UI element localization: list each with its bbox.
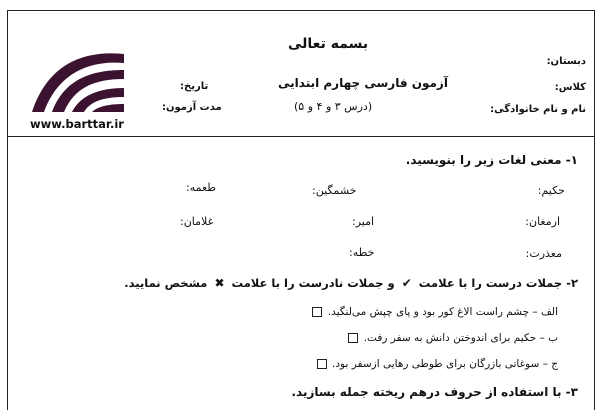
q1-word: حکیم: [537, 184, 565, 197]
q1-word: امیر: [352, 215, 375, 228]
class-label: کلاس: [554, 82, 586, 93]
q2-statement [346, 332, 558, 344]
q2-title-mid: و جملات نادرست را با علامت [231, 276, 395, 290]
q2-title-start: ۲- جملات درست را با علامت [418, 276, 578, 290]
q3-title: ۳- با استفاده از حروف درهم ریخته جمله بسازید. [291, 385, 578, 399]
duration-label: مدت آزمون: [162, 102, 222, 113]
header-divider [7, 136, 595, 137]
answer-checkbox[interactable] [317, 359, 327, 369]
q1-word: ارمغان: [525, 215, 560, 228]
answer-checkbox[interactable] [348, 333, 358, 343]
lessons-subtitle: (درس ۳ و ۴ و ۵) [294, 100, 373, 113]
school-label: دبستان: [546, 56, 586, 67]
q2-statement-text: ب – حکیم برای اندوختن دانش به سفر رفت. [363, 332, 558, 344]
barttar-logo-icon [28, 46, 128, 116]
q1-word: طعمه: [186, 181, 217, 194]
q1-word: غلامان: [180, 215, 214, 228]
q1-word: خشمگین: [312, 184, 357, 197]
cross-mark-icon: ✖ [214, 276, 225, 290]
q1-title: ۱- معنی لغات زیر را بنویسید. [405, 153, 578, 167]
answer-checkbox[interactable] [312, 307, 322, 317]
exam-title: آزمون فارسی چهارم ابتدایی [278, 76, 448, 90]
basmala-title: بسمه تعالی [288, 36, 369, 52]
q2-statement [310, 306, 558, 318]
name-label: نام و نام خانوادگی: [490, 104, 586, 115]
q2-statement-text: الف – چشم راست الاغ کور بود و پای چپش می‌لنگید. [327, 306, 558, 318]
check-mark-icon: ✔ [401, 276, 412, 290]
q2-title [124, 276, 578, 290]
q2-statement-text: ج – سوغاتی بازرگان برای طوطی رهایی ازسفر بود. [332, 358, 558, 370]
q2-title-end: مشخص نمایید. [124, 276, 208, 290]
date-label: تاریخ: [180, 81, 209, 92]
q1-word: خطه: [349, 246, 375, 259]
q1-word: معذرت: [525, 247, 562, 260]
website-url: www.barttar.ir [30, 117, 124, 131]
q2-statement [315, 358, 558, 370]
